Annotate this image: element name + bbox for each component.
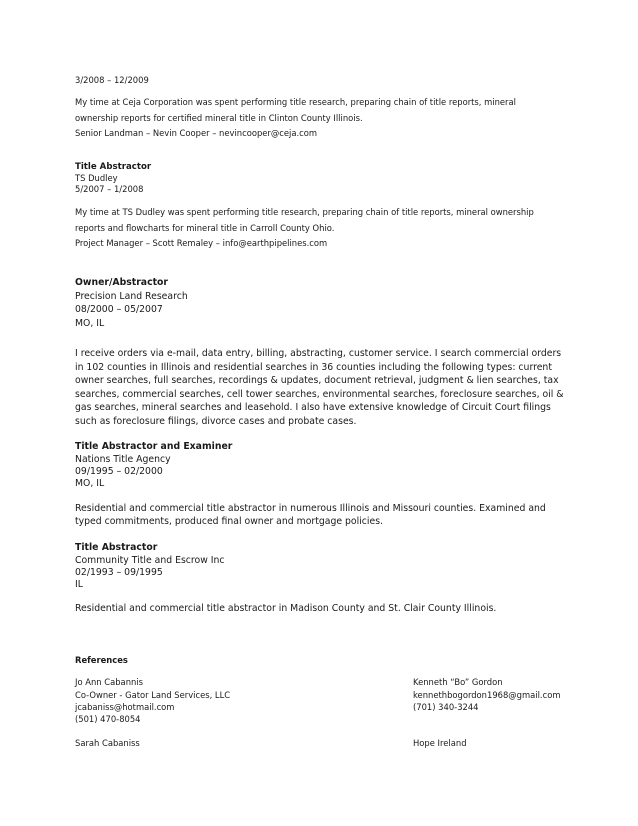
ref-joann-phone: (501) 470-8054 [75,714,141,724]
nations-company: Nations Title Agency [75,454,171,465]
ref-kenneth-name: Kenneth “Bo” Gordon [413,677,503,687]
nations-dates: 09/1995 – 02/2000 [75,466,163,477]
tsdudley-dates: 5/2007 – 1/2008 [75,184,144,194]
community-title: Title Abstractor [75,542,158,553]
ceja-description: My time at Ceja Corporation was spent performing title research, preparing chain of title reports, mineral ownership reports for certified mineral title in Clinton County Illinois. [75,97,516,123]
tsdudley-contact: Project Manager – Scott Remaley – info@earthpipelines.com [75,238,328,248]
nations-title: Title Abstractor and Examiner [75,441,233,452]
ref-joann-email: jcabaniss@hotmail.com [75,702,175,712]
community-company: Community Title and Escrow Inc [75,555,225,566]
nations-location: MO, IL [75,478,105,489]
precision-description: I receive orders via e-mail, data entry, billing, abstracting, customer service. I search commercial orders in 102 counties in Illinois and residential searches in 36 counties including the following types: current owner searches, full searches, recordings & updates, document retrieval, judgment & lien searches, tax searches, commercial searches, cell tower searches, environmental searches, foreclosure searches, oil & gas searches, mineral searches and leasehold. I also have extensive knowledge of Circuit Court filings such as foreclosure filings, divorce cases and probate cases. [75,348,564,427]
community-location: IL [75,579,83,590]
references-heading: References [75,655,128,665]
precision-title: Owner/Abstractor [75,277,169,288]
tsdudley-description: My time at TS Dudley was spent performing title research, preparing chain of title reports, mineral ownership reports and flowcharts for mineral title in Carroll County Ohio. [75,207,534,233]
tsdudley-company: TS Dudley [75,173,118,183]
nations-description: Residential and commercial title abstractor in numerous Illinois and Missouri counties. Examined and typed commitments, produced final owner and mortgage policies. [75,503,546,527]
community-dates: 02/1993 – 09/1995 [75,567,163,578]
precision-location: MO, IL [75,318,105,329]
ref-hope-name: Hope Ireland [413,738,467,748]
ceja-dates: 3/2008 – 12/2009 [75,75,149,85]
ref-joann-title: Co-Owner - Gator Land Services, LLC [75,690,231,700]
precision-company: Precision Land Research [75,291,188,302]
tsdudley-title: Title Abstractor [75,162,152,172]
community-description: Residential and commercial title abstractor in Madison County and St. Clair County Illinois. [75,603,497,614]
precision-dates: 08/2000 – 05/2007 [75,304,163,315]
ceja-contact: Senior Landman – Nevin Cooper – nevincooper@ceja.com [75,128,318,138]
ref-joann-name: Jo Ann Cabannis [75,677,143,687]
ref-kenneth-email: kennethbogordon1968@gmail.com [413,690,561,700]
ref-sarah-name: Sarah Cabaniss [75,738,140,748]
ref-kenneth-phone: (701) 340-3244 [413,702,479,712]
